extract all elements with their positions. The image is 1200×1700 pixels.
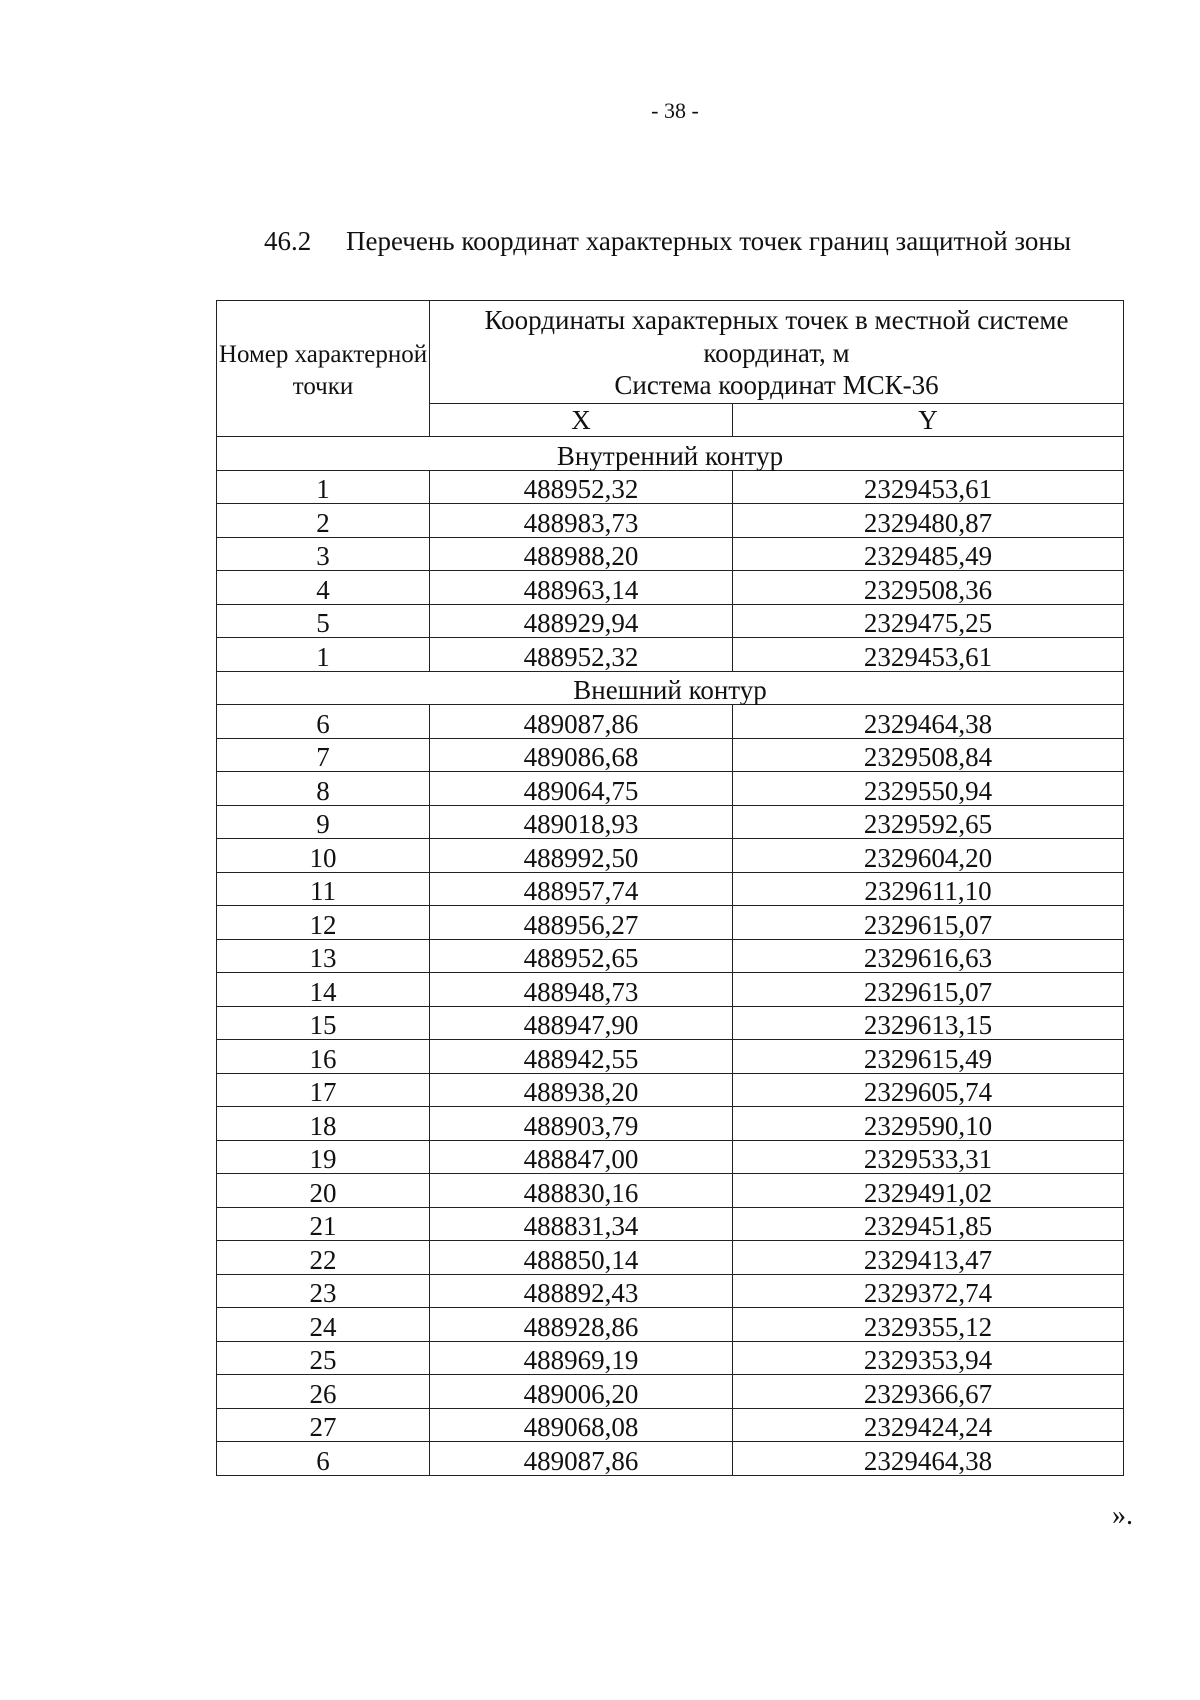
page-number: - 38 - (651, 98, 699, 123)
x-coordinate-cell: 488947,90 (430, 1006, 733, 1040)
table-row (217, 805, 1124, 839)
point-number-cell: 21 (217, 1207, 430, 1241)
point-number-cell: 10 (217, 839, 430, 873)
point-number-cell: 2 (217, 504, 430, 538)
point-number-cell: 16 (217, 1040, 430, 1074)
y-coordinate-cell: 2329353,94 (733, 1341, 1124, 1375)
table-row (217, 638, 1124, 672)
point-number-cell: 20 (217, 1174, 430, 1208)
table-row (217, 939, 1124, 973)
header-coordinates-caption: Координаты характерных точек в местной системе координат, м (484, 305, 1069, 368)
x-coordinate-cell: 489087,86 (430, 705, 733, 739)
x-coordinate-cell: 488983,73 (430, 504, 733, 538)
section-heading (264, 226, 1071, 257)
point-number-cell: 4 (217, 571, 430, 605)
point-number-cell: 27 (217, 1408, 430, 1442)
table-row (217, 1341, 1124, 1375)
table-row (217, 1442, 1124, 1476)
y-coordinate-cell: 2329592,65 (733, 805, 1124, 839)
y-coordinate-cell: 2329615,07 (733, 906, 1124, 940)
x-coordinate-cell: 488952,65 (430, 939, 733, 973)
table-row (217, 906, 1124, 940)
table-row (217, 839, 1124, 873)
x-coordinate-cell: 488830,16 (430, 1174, 733, 1208)
point-number-cell: 9 (217, 805, 430, 839)
y-coordinate-cell: 2329613,15 (733, 1006, 1124, 1040)
y-coordinate-cell: 2329451,85 (733, 1207, 1124, 1241)
table-row (217, 973, 1124, 1007)
x-coordinate-cell: 488956,27 (430, 906, 733, 940)
y-coordinate-cell: 2329590,10 (733, 1107, 1124, 1141)
section-title: Внутренний контур (217, 437, 1124, 471)
y-coordinate-cell: 2329413,47 (733, 1241, 1124, 1275)
closing-quote-mark: ». (1112, 1500, 1133, 1531)
coordinates-table (216, 300, 1124, 1476)
table-row (217, 738, 1124, 772)
section-title: Внешний контур (217, 671, 1124, 705)
table-row (217, 1073, 1124, 1107)
point-number-cell: 13 (217, 939, 430, 973)
y-coordinate-cell: 2329355,12 (733, 1308, 1124, 1342)
x-coordinate-cell: 488948,73 (430, 973, 733, 1007)
x-coordinate-cell: 488942,55 (430, 1040, 733, 1074)
table-row (217, 1107, 1124, 1141)
y-coordinate-cell: 2329616,63 (733, 939, 1124, 973)
point-number-cell: 14 (217, 973, 430, 1007)
point-number-cell: 17 (217, 1073, 430, 1107)
header-coordinates (430, 301, 1124, 404)
y-coordinate-cell: 2329533,31 (733, 1140, 1124, 1174)
table-row (217, 604, 1124, 638)
coordinates-table-wrapper (216, 300, 1124, 1476)
point-number-cell: 12 (217, 906, 430, 940)
y-coordinate-cell: 2329485,49 (733, 537, 1124, 571)
y-coordinate-cell: 2329366,67 (733, 1375, 1124, 1409)
x-coordinate-cell: 488831,34 (430, 1207, 733, 1241)
y-coordinate-cell: 2329615,49 (733, 1040, 1124, 1074)
coordinates-table-body (217, 437, 1124, 1476)
x-coordinate-cell: 488952,32 (430, 470, 733, 504)
table-row (217, 705, 1124, 739)
table-row (217, 1140, 1124, 1174)
y-coordinate-cell: 2329464,38 (733, 1442, 1124, 1476)
point-number-cell: 6 (217, 1442, 430, 1476)
x-coordinate-cell: 488929,94 (430, 604, 733, 638)
y-coordinate-cell: 2329475,25 (733, 604, 1124, 638)
x-coordinate-cell: 488850,14 (430, 1241, 733, 1275)
x-coordinate-cell: 488938,20 (430, 1073, 733, 1107)
table-row (217, 1274, 1124, 1308)
x-coordinate-cell: 489064,75 (430, 772, 733, 806)
section-row (217, 437, 1124, 471)
table-row (217, 1375, 1124, 1409)
y-coordinate-cell: 2329508,36 (733, 571, 1124, 605)
y-coordinate-cell: 2329615,07 (733, 973, 1124, 1007)
y-coordinate-cell: 2329491,02 (733, 1174, 1124, 1208)
table-row (217, 1408, 1124, 1442)
point-number-cell: 23 (217, 1274, 430, 1308)
point-number-cell: 11 (217, 872, 430, 906)
y-coordinate-cell: 2329453,61 (733, 638, 1124, 672)
x-coordinate-cell: 489006,20 (430, 1375, 733, 1409)
point-number-cell: 25 (217, 1341, 430, 1375)
x-coordinate-cell: 488928,86 (430, 1308, 733, 1342)
x-coordinate-cell: 488963,14 (430, 571, 733, 605)
y-coordinate-cell: 2329424,24 (733, 1408, 1124, 1442)
y-coordinate-cell: 2329550,94 (733, 772, 1124, 806)
x-coordinate-cell: 488957,74 (430, 872, 733, 906)
x-coordinate-cell: 488969,19 (430, 1341, 733, 1375)
header-coordinate-system: Система координат МСК-36 (614, 370, 939, 401)
table-row (217, 504, 1124, 538)
section-row (217, 671, 1124, 705)
x-coordinate-cell: 489018,93 (430, 805, 733, 839)
point-number-cell: 26 (217, 1375, 430, 1409)
point-number-cell: 18 (217, 1107, 430, 1141)
x-coordinate-cell: 488847,00 (430, 1140, 733, 1174)
table-row (217, 872, 1124, 906)
point-number-cell: 19 (217, 1140, 430, 1174)
y-coordinate-cell: 2329605,74 (733, 1073, 1124, 1107)
point-number-cell: 7 (217, 738, 430, 772)
section-number: 46.2 (264, 226, 312, 256)
x-coordinate-cell: 488992,50 (430, 839, 733, 873)
y-coordinate-cell: 2329480,87 (733, 504, 1124, 538)
x-coordinate-cell: 488903,79 (430, 1107, 733, 1141)
y-coordinate-cell: 2329453,61 (733, 470, 1124, 504)
table-row (217, 537, 1124, 571)
table-row (217, 1241, 1124, 1275)
point-number-cell: 22 (217, 1241, 430, 1275)
table-row (217, 1308, 1124, 1342)
y-coordinate-cell: 2329604,20 (733, 839, 1124, 873)
x-coordinate-cell: 489086,68 (430, 738, 733, 772)
table-row (217, 772, 1124, 806)
y-coordinate-cell: 2329464,38 (733, 705, 1124, 739)
x-coordinate-cell: 489068,08 (430, 1408, 733, 1442)
point-number-cell: 5 (217, 604, 430, 638)
point-number-cell: 1 (217, 470, 430, 504)
y-coordinate-cell: 2329611,10 (733, 872, 1124, 906)
point-number-cell: 24 (217, 1308, 430, 1342)
table-row (217, 1207, 1124, 1241)
table-row (217, 470, 1124, 504)
table-row (217, 571, 1124, 605)
point-number-cell: 1 (217, 638, 430, 672)
header-x: X (430, 404, 733, 437)
x-coordinate-cell: 488892,43 (430, 1274, 733, 1308)
y-coordinate-cell: 2329508,84 (733, 738, 1124, 772)
x-coordinate-cell: 488988,20 (430, 537, 733, 571)
header-y: Y (733, 404, 1124, 437)
table-row (217, 1040, 1124, 1074)
table-row (217, 1006, 1124, 1040)
x-coordinate-cell: 488952,32 (430, 638, 733, 672)
point-number-cell: 8 (217, 772, 430, 806)
point-number-cell: 15 (217, 1006, 430, 1040)
y-coordinate-cell: 2329372,74 (733, 1274, 1124, 1308)
x-coordinate-cell: 489087,86 (430, 1442, 733, 1476)
section-title: Перечень координат характерных точек границ защитной зоны (346, 226, 1071, 256)
table-row (217, 1174, 1124, 1208)
point-number-cell: 3 (217, 537, 430, 571)
header-point-number: Номер характерной точки (217, 301, 430, 437)
point-number-cell: 6 (217, 705, 430, 739)
